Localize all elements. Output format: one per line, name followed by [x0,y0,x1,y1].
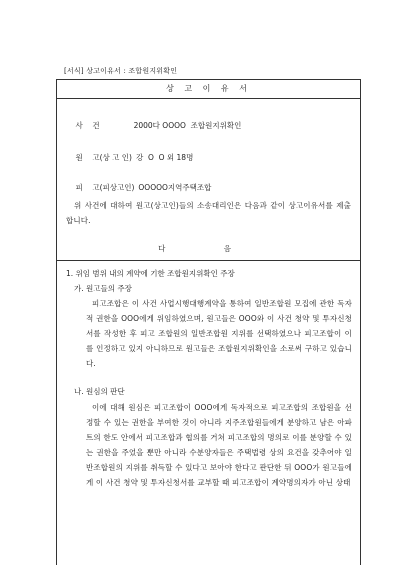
point1a-heading: 가. 원고들의 주장 [74,284,132,293]
petition-document [56,79,361,565]
section-heading: 다 음 [158,244,259,253]
point1-heading: 1. 위임 범위 내의 계약에 기한 조합원지위확인 주장 [66,269,235,278]
plaintiff-row [66,143,193,172]
section-divider [57,260,360,261]
case-row [66,111,241,140]
point1b-heading: 나. 원심의 판단 [74,387,125,396]
point1a-body: 피고조합은 이 사건 사업시행대행계약을 통하여 일반조합원 모집에 관한 독자적 권한을 OOO에게 위임하였으며, 원고들은 OOO와 이 사건 청약 및 투자신청서를 작성한 후 피고 조합원의 일반조합원 지위를 선택하였으나 피고조합이 이를 인정하고 있지 아니하므로 원고들은 조합원지위확인을 소로써 구하고 있습니다. [86,299,352,368]
case-value: 2000다 OOOO 조합원지위확인 [133,121,242,130]
document-title: 상 고 이 유 서 [57,80,360,99]
document-header-label: [서식] 상고이유서 : 조합원지위확인 [64,67,178,75]
plaintiff-label: 원 고(상 고 인) [75,153,132,162]
point1b-body: 이에 대해 원심은 피고조합이 OOO에게 독자적으로 피고조합의 조합원을 선정할 수 있는 권한을 부여한 것이 아니라 지주조합원들에게 분양하고 남은 아파트의 한도 안에서 피고조합과 협의를 거쳐 피고조합의 명의로 이를 분양할 수 있는 권한을 주었을 뿐만 아니라 수분양자들은 주택법령 상의 요건을 갖추어야 일반조합원의 지위를 취득할 수 있다고 보아야 한다고 판단한 뒤 OOO가 원고들에게 이 사건 청약 및 투자신청서를 교부할 때 피고조합이 계약명의자가 아닌 상태 [86,403,352,487]
defendant-label: 피 고(피상고인) [75,183,135,192]
plaintiff-value: 강 O O 외 18명 [135,153,194,162]
defendant-value: OOOOO지역주택조합 [138,183,212,192]
case-label: 사 건 [75,121,100,130]
intro-paragraph: 위 사건에 대하여 원고(상고인)들의 소송대리인은 다음과 같이 상고이유서를 제출합니다. [66,201,351,225]
